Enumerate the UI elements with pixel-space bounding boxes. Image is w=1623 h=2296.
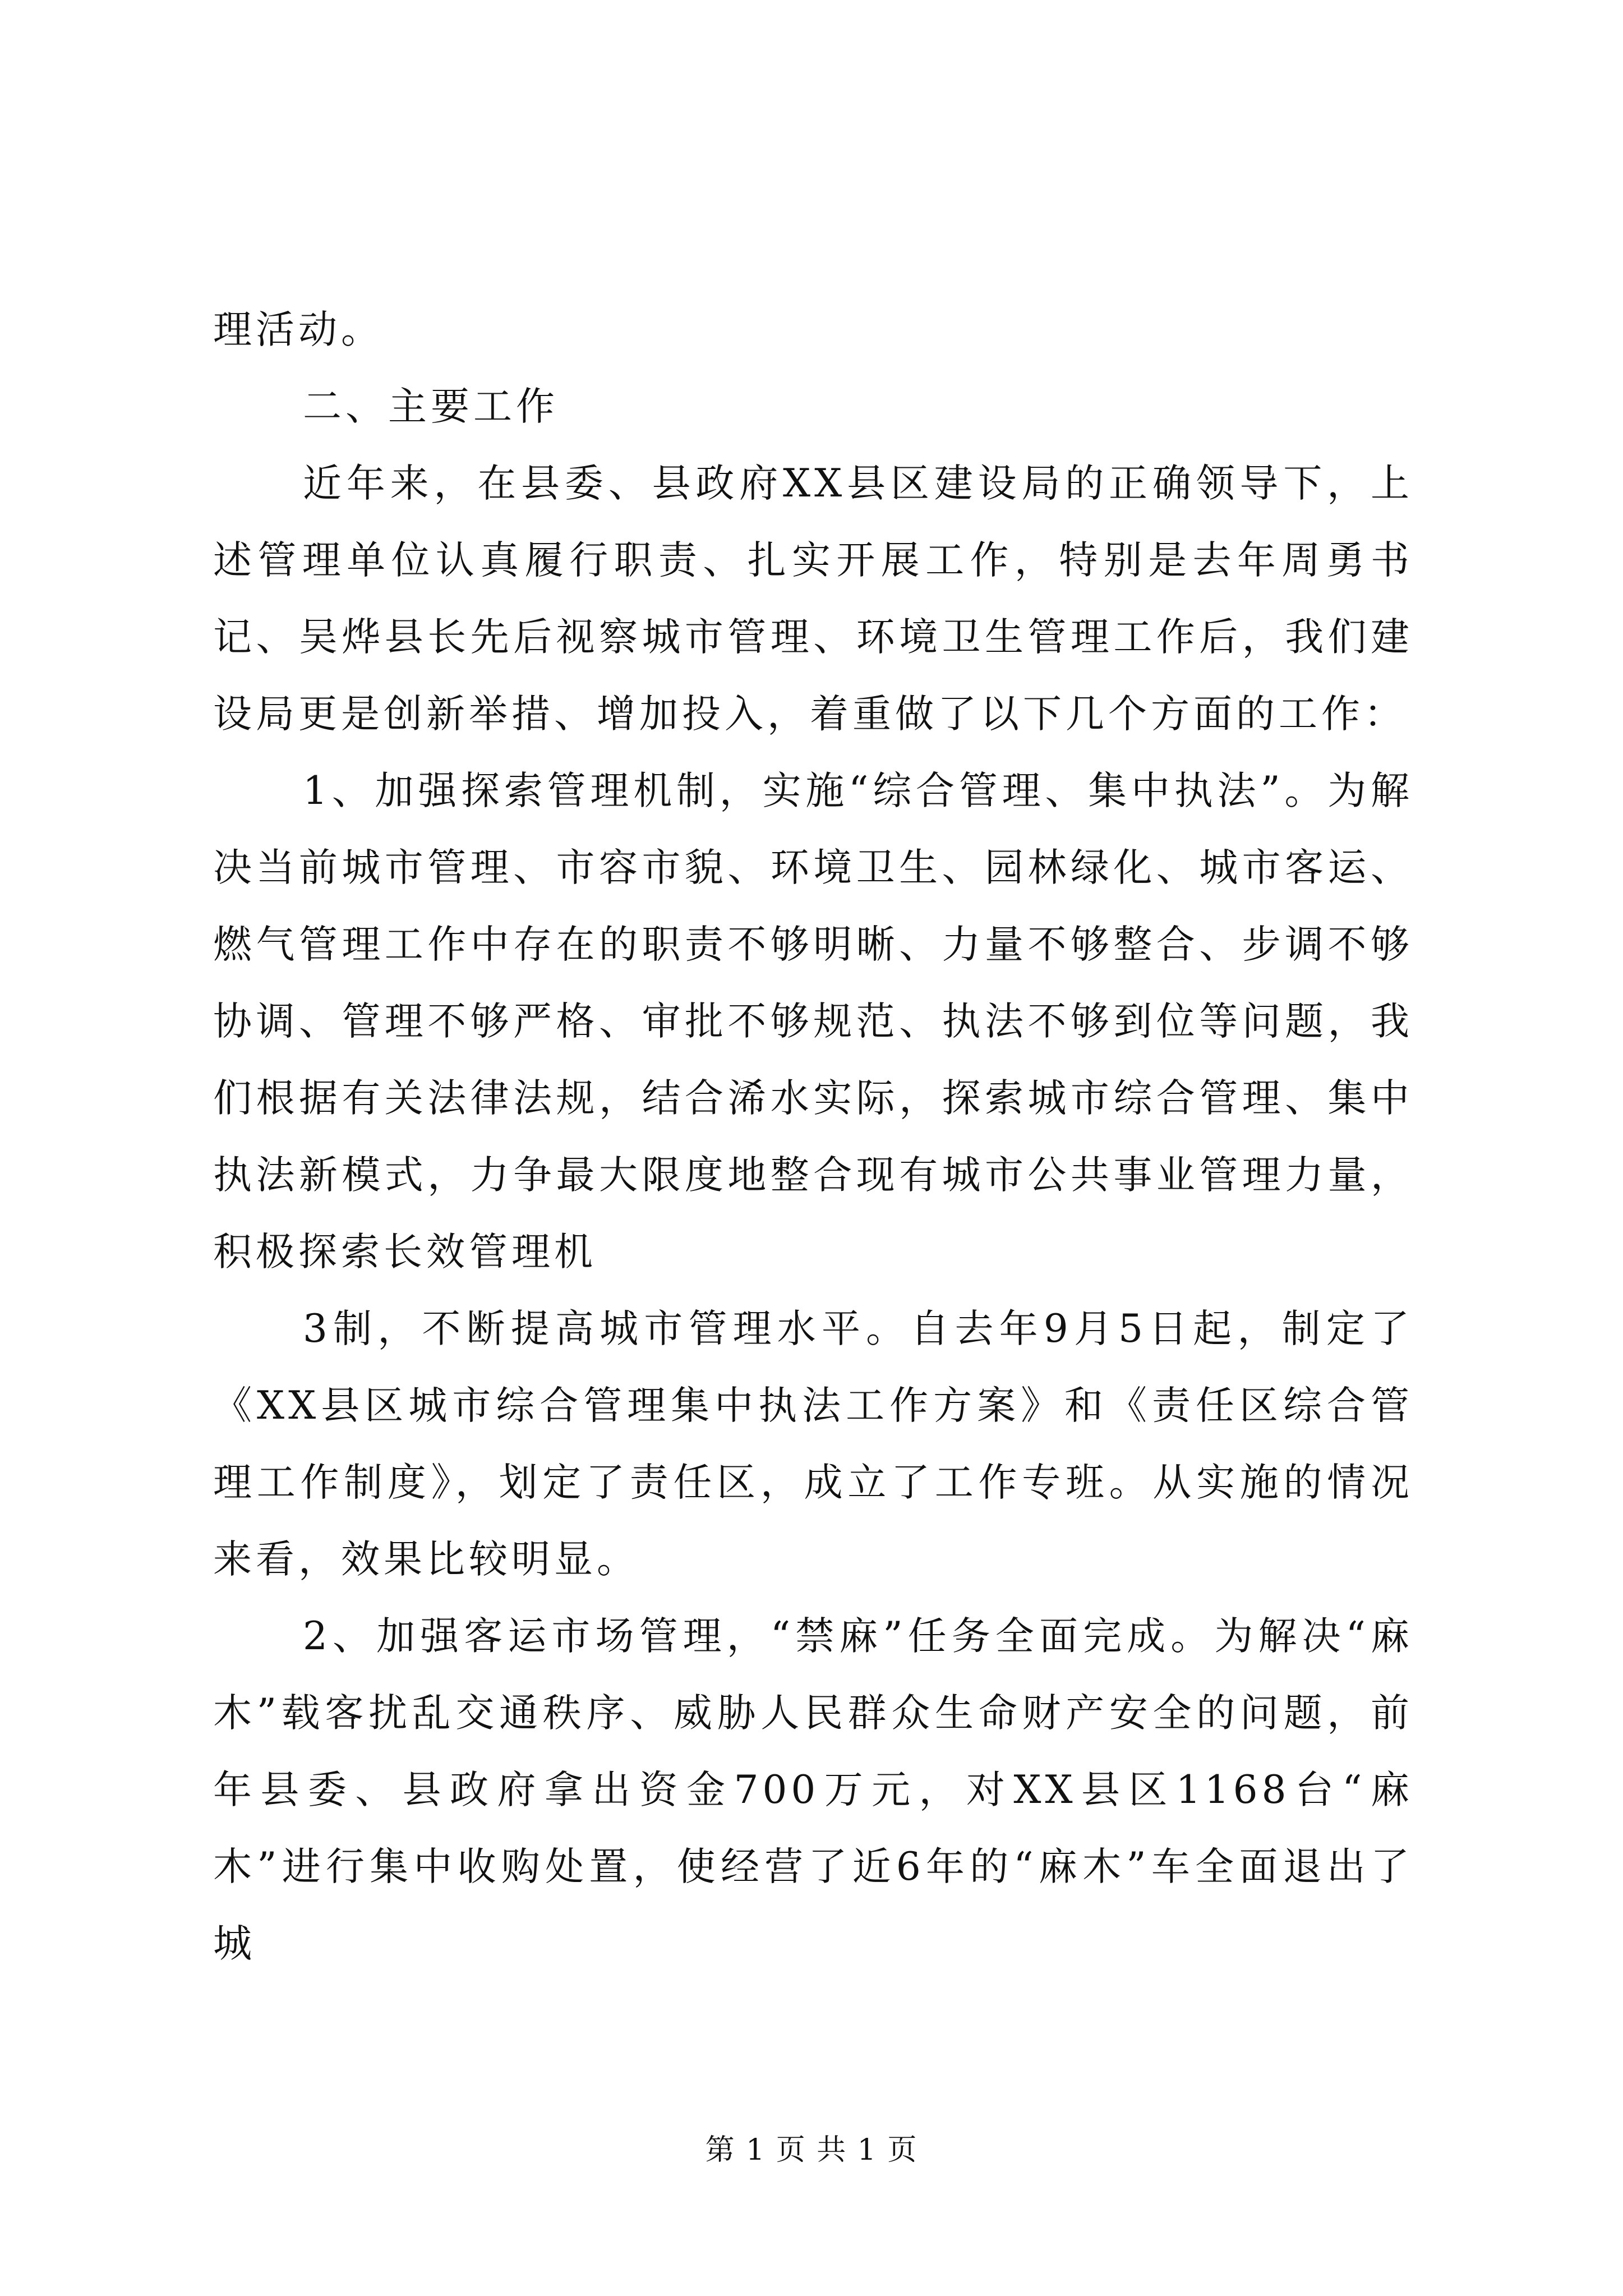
section-heading-main-work: 二、主要工作 — [303, 384, 559, 429]
paragraph-5: 3制，不断提高城市管理水平。自去年9月5日起，制定了《XX县区城市综合管理集中执法工作方案》和《责任区综合管理工作制度》，划定了责任区，成立了工作专班。从实施的情况来看，效果比较明显。 — [213, 1306, 1413, 1582]
paragraph-3: 近年来，在县委、县政府XX县区建设局的正确领导下，上述管理单位认真履行职责、扎实开展工作，特别是去年周勇书记、吴烨县长先后视察城市管理、环境卫生管理工作后，我们建设局更是创新举措、增加投入，着重做了以下几个方面的工作： — [213, 461, 1413, 737]
paragraph-4: 1、加强探索管理机制，实施“综合管理、集中执法”。为解决当前城市管理、市容市貌、环境卫生、园林绿化、城市客运、燃气管理工作中存在的职责不够明晰、力量不够整合、步调不够协调、管理不够严格、审批不够规范、执法不够到位等问题，我们根据有关法律法规，结合浠水实际，探索城市综合管理、集中执法新模式，力争最大限度地整合现有城市公共事业管理力量，积极探索长效管理机 — [213, 769, 1413, 1274]
document-body — [213, 292, 1413, 1982]
paragraph-1: 理活动。 — [213, 307, 384, 352]
paragraph-6: 2、加强客运市场管理，“禁麻”任务全面完成。为解决“麻木”载客扰乱交通秩序、威胁人民群众生命财产安全的问题，前年县委、县政府拿出资金700万元，对XX县区1168台“麻木”进行集中收购处置，使经营了近6年的“麻木”车全面退出了城 — [213, 1614, 1413, 1966]
page-footer: 第 1 页 共 1 页 — [705, 2133, 918, 2167]
